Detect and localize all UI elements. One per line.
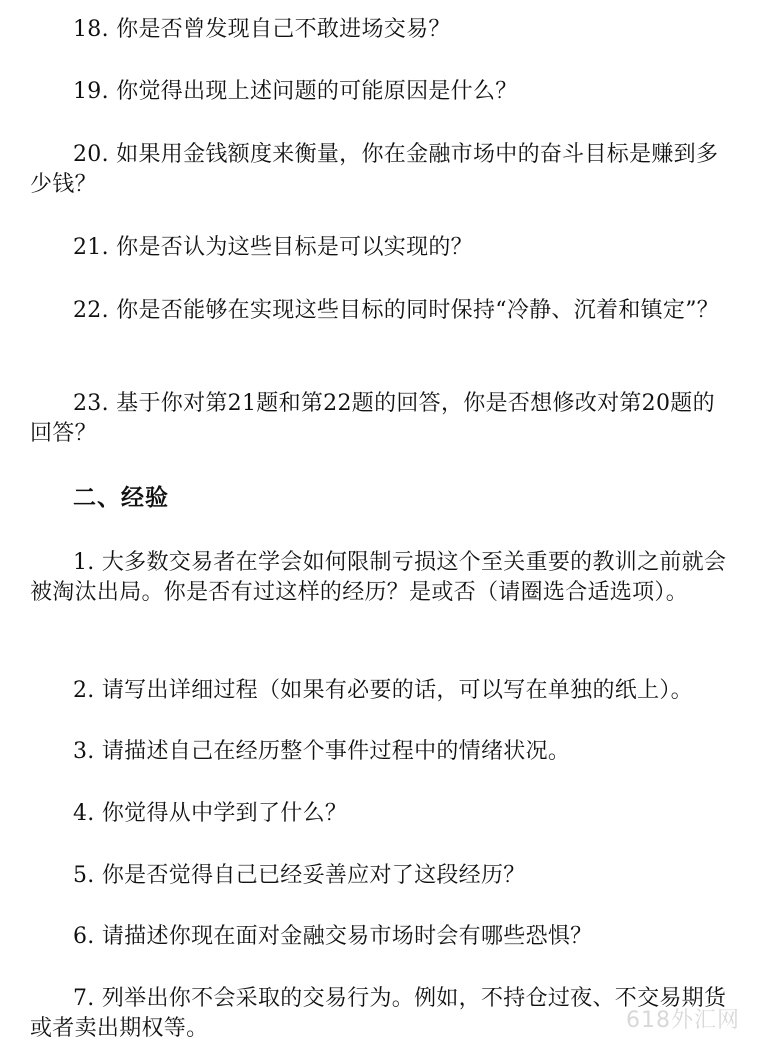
experience-question-6: 6. 请描述你现在面对金融交易市场时会有哪些恐惧？ (73, 924, 593, 949)
experience-question-5: 5. 你是否觉得自己已经妥善应对了这段经历？ (73, 863, 526, 888)
experience-question-3: 3. 请描述自己在经历整个事件过程中的情绪状况。 (73, 739, 571, 764)
question-18: 18. 你是否曾发现自己不敢进场交易？ (73, 17, 451, 42)
question-22: 22. 你是否能够在实现这些目标的同时保持“冷静、沉着和镇定”？ (73, 298, 720, 323)
question-23: 23. 基于你对第21题和第22题的回答，你是否想修改对第20题的回答？ (30, 391, 715, 446)
question-19: 19. 你觉得出现上述问题的可能原因是什么？ (73, 79, 518, 104)
experience-question-4: 4. 你觉得从中学到了什么？ (73, 801, 348, 826)
section-heading-experience: 二、经验 (73, 484, 169, 511)
site-watermark: 618外汇网 (626, 1008, 740, 1033)
question-21: 21. 你是否认为这些目标是可以实现的？ (73, 235, 473, 260)
experience-question-2: 2. 请写出详细过程（如果有必要的话，可以写在单独的纸上）。 (73, 678, 693, 703)
experience-question-1: 1. 大多数交易者在学会如何限制亏损这个至关重要的教训之前就会被淘汰出局。你是否有过这样的经历？是或否（请圈选合适选项）。 (30, 550, 727, 605)
experience-question-7: 7. 列举出你不会采取的交易行为。例如，不持仓过夜、不交易期货或者卖出期权等。 (30, 986, 727, 1041)
question-20: 20. 如果用金钱额度来衡量，你在金融市场中的奋斗目标是赚到多少钱？ (30, 142, 719, 197)
